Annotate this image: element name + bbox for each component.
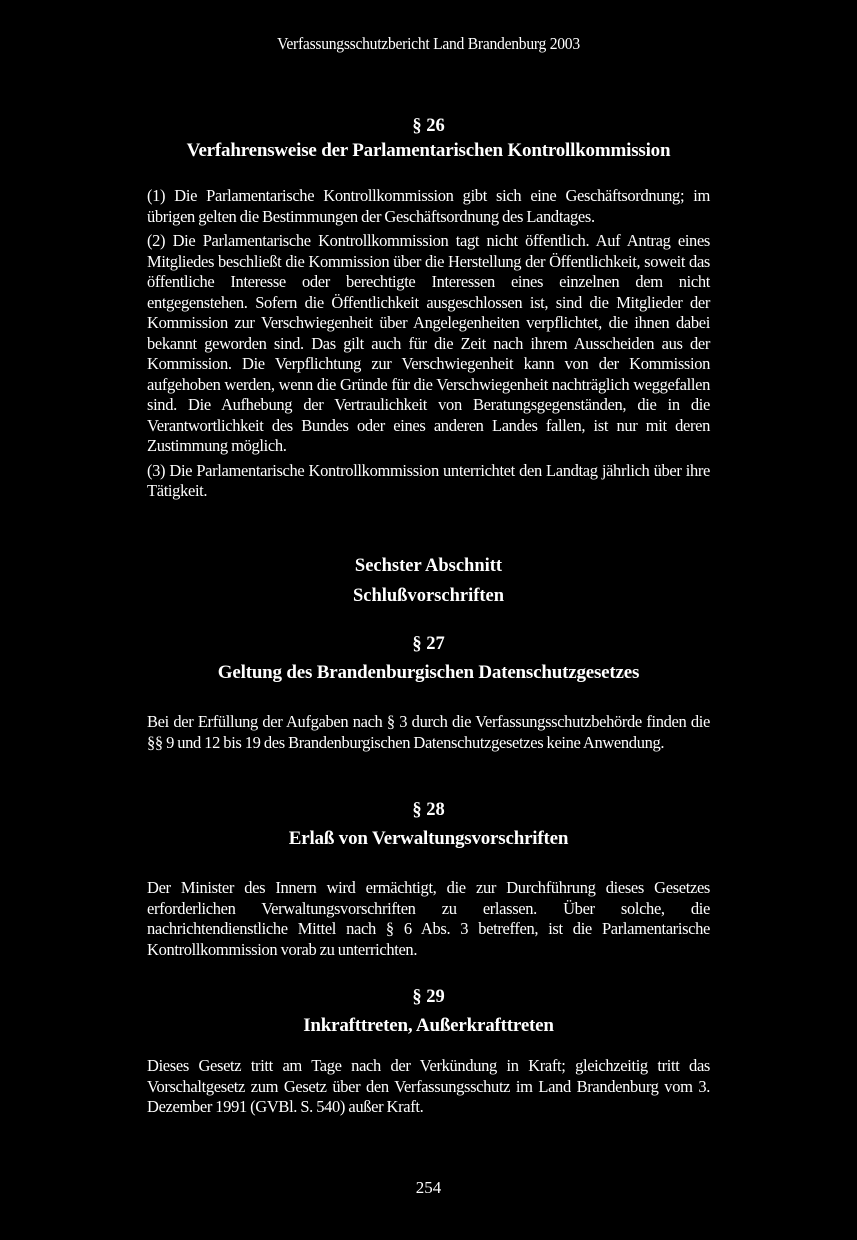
section-27 bbox=[147, 632, 710, 686]
section-title: Geltung des Brandenburgischen Datenschutzgesetzes bbox=[217, 662, 640, 683]
section-title: Inkrafttreten, Außerkrafttreten bbox=[303, 1015, 554, 1036]
paragraph: Dieses Gesetz tritt am Tage nach der Verkündung in Kraft; gleichzeitig tritt das Vorschaltgesetz zum Gesetz über den Verfassungsschutz im Land Brandenburg vom 3. Dezember 1991 (GVBl. S. 540) außer Kraft. bbox=[147, 1056, 710, 1116]
section-26-body bbox=[147, 186, 710, 502]
paragraph: (3) Die Parlamentarische Kontrollkommission unterrichtet den Landtag jährlich über ihre Tätigkeit. bbox=[147, 460, 710, 500]
section-28-body bbox=[147, 878, 710, 960]
section-number: § 29 bbox=[412, 987, 445, 1007]
section-number: § 26 bbox=[412, 116, 445, 136]
chapter-label: Sechster Abschnitt bbox=[354, 556, 503, 576]
section-29 bbox=[147, 985, 710, 1039]
chapter-title: Schlußvorschriften bbox=[352, 586, 505, 606]
paragraph: (1) Die Parlamentarische Kontrollkommission gibt sich eine Geschäftsordnung; im übrigen gelten die Bestimmungen der Geschäftsordnung des Landtages. bbox=[147, 186, 710, 226]
chapter-heading bbox=[147, 553, 710, 609]
section-26 bbox=[147, 114, 710, 164]
section-29-body bbox=[147, 1056, 710, 1118]
section-28 bbox=[147, 798, 710, 852]
section-number: § 27 bbox=[412, 634, 445, 654]
section-27-body bbox=[147, 712, 710, 753]
section-title: Erlaß von Verwaltungsvorschriften bbox=[288, 828, 569, 849]
section-number: § 28 bbox=[412, 800, 445, 820]
paragraph: Bei der Erfüllung der Aufgaben nach § 3 durch die Verfassungsschutzbehörde finden die §§ 9 und 12 bis 19 des Brandenburgischen Datenschutzgesetzes keine Anwendung. bbox=[147, 712, 710, 752]
page-number: 254 bbox=[415, 1178, 442, 1197]
running-header: Verfassungsschutzbericht Land Brandenburg 2003 bbox=[277, 34, 580, 53]
paragraph: (2) Die Parlamentarische Kontrollkommission tagt nicht öffentlich. Auf Antrag eines Mitgliedes beschließt die Kommission über die Herstellung der Öffentlichkeit, soweit das öffentliche Interesse oder berechtigte Interessen eines einzelnen dem nicht entgegenstehen. Sofern die Öffentlichkeit ausgeschlossen ist, sind die Mitglieder der Kommission zur Verschwiegenheit über Angelegenheiten verpflichtet, die ihnen dabei bekannt geworden sind. Das gilt auch für die Zeit nach ihrem Ausscheiden aus der Kommission. Die Verpflichtung zur Verschwiegenheit kann von der Kommission aufgehoben werden, wenn die Gründe für die Verschwiegenheit nachträglich weggefallen sind. Die Aufhebung der Vertraulichkeit von Beratungsgegenständen, die in die Verantwortlichkeit des Bundes oder eines anderen Landes fallen, ist nur mit deren Zustimmung möglich. bbox=[147, 231, 710, 455]
section-title: Verfahrensweise der Parlamentarischen Kontrollkommission bbox=[186, 140, 671, 161]
paragraph: Der Minister des Innern wird ermächtigt, die zur Durchführung dieses Gesetzes erforderlichen Verwaltungsvorschriften zu erlassen. Über solche, die nachrichtendienstliche Mittel nach § 6 Abs. 3 betreffen, ist die Parlamentarische Kontrollkommission vorab zu unterrichten. bbox=[147, 878, 710, 959]
